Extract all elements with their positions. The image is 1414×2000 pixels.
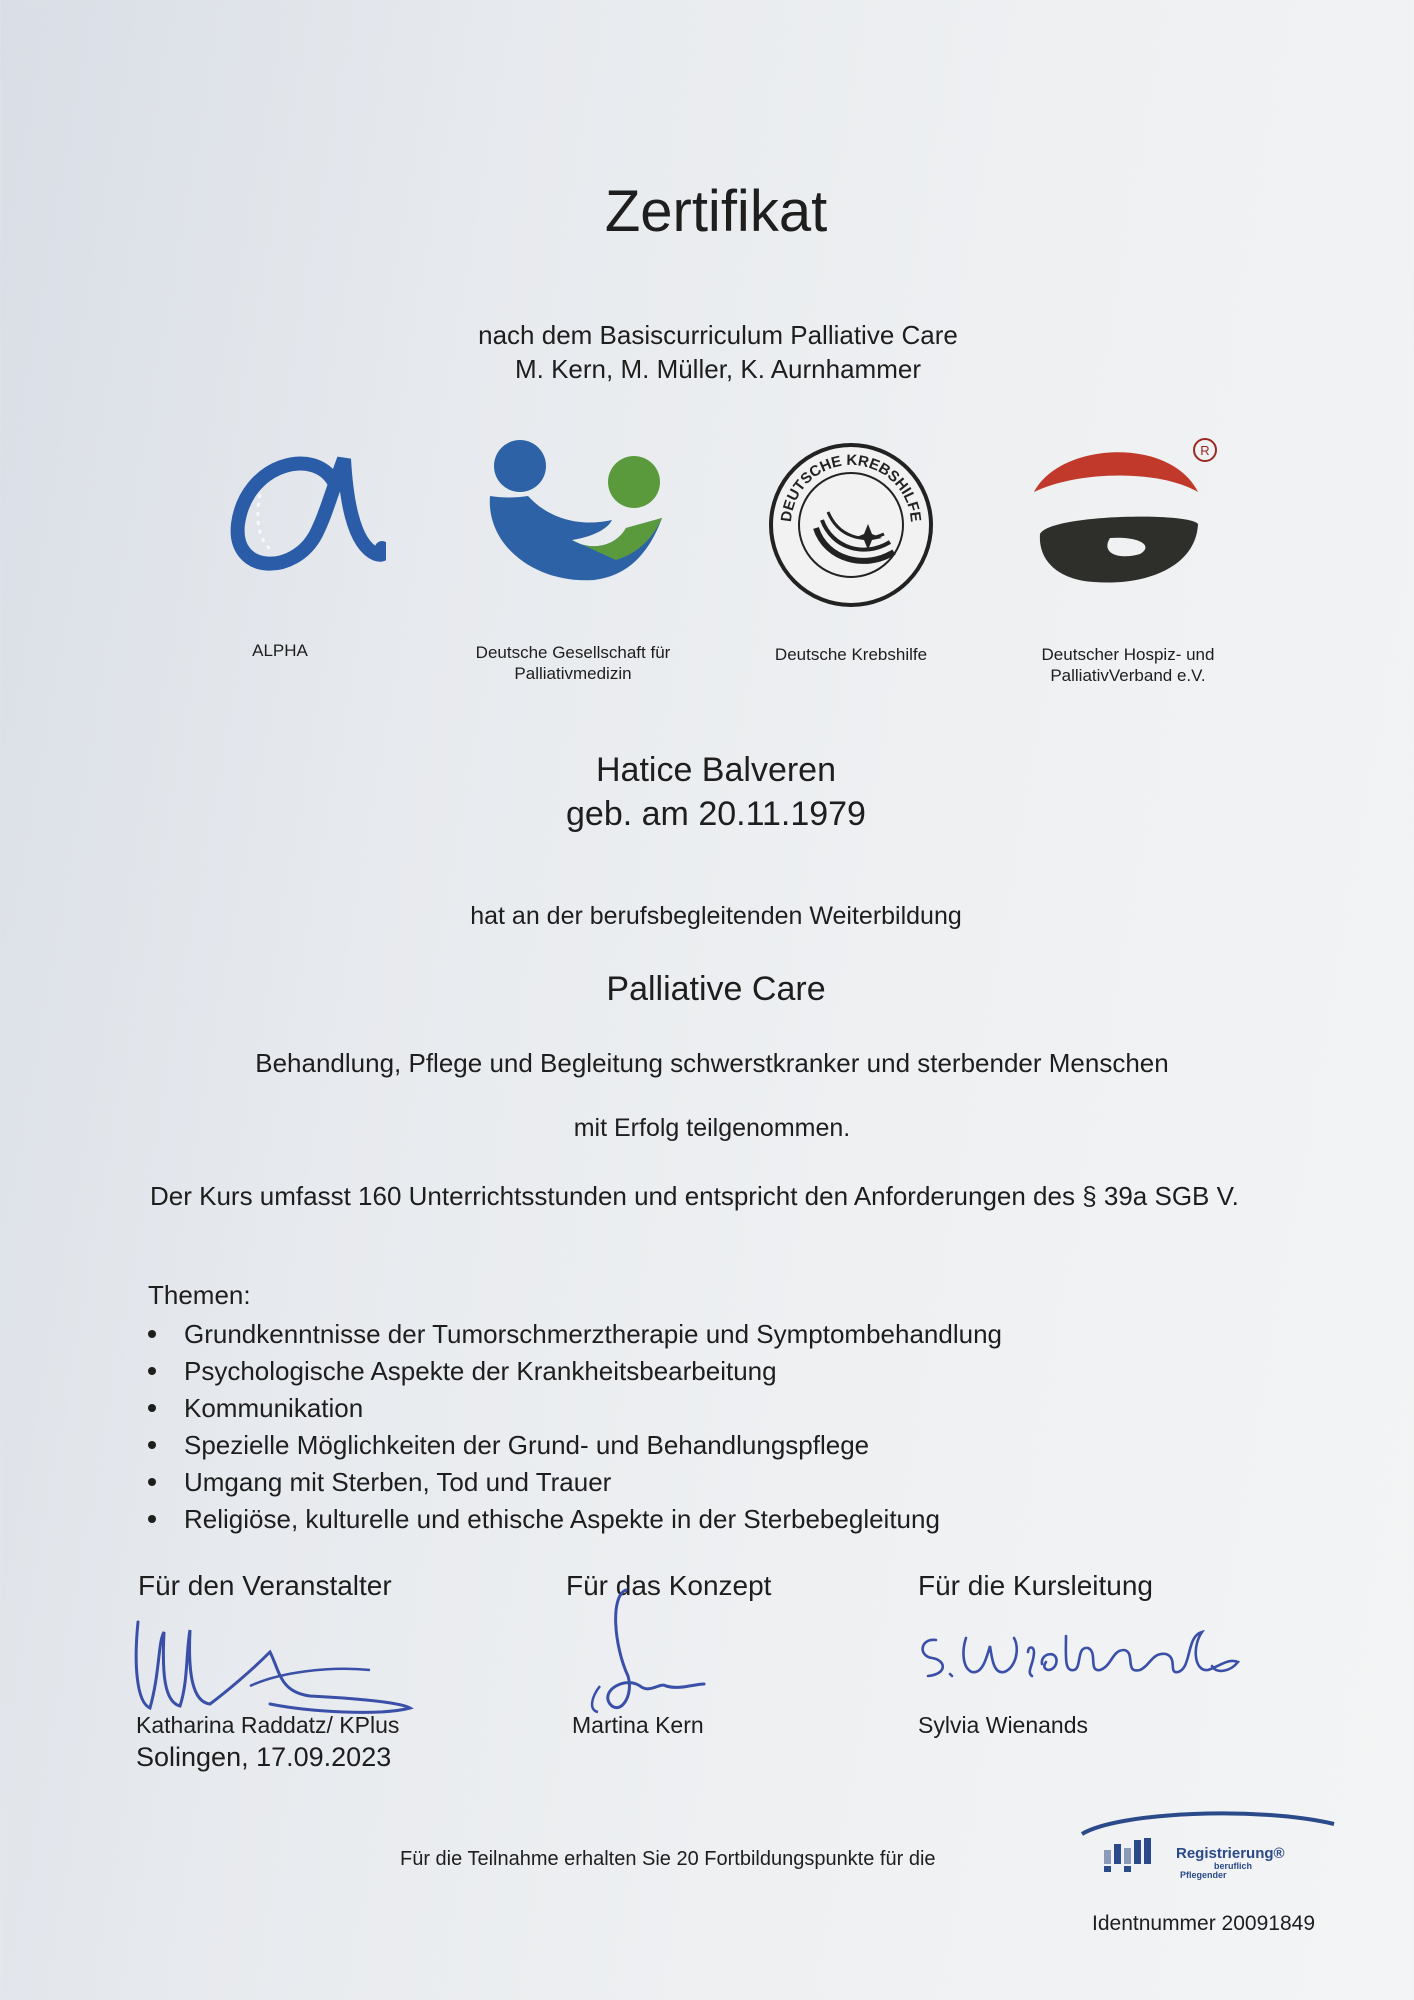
success-text: mit Erfolg teilgenommen.	[573, 1114, 851, 1142]
topics-list	[146, 1316, 1002, 1538]
signature-heading-course-lead: Für die Kursleitung	[918, 1570, 1154, 1601]
signature-name-course-lead: Sylvia Wienands	[918, 1712, 1089, 1738]
hospiz-logo	[1030, 436, 1220, 596]
topics-heading: Themen:	[148, 1280, 251, 1310]
recipient-name: Hatice Balveren	[595, 751, 836, 789]
signature-name-concept: Martina Kern	[572, 1712, 704, 1738]
topic-text: Spezielle Möglichkeiten der Grund- und Behandlungspflege	[184, 1430, 870, 1460]
subtitle-line-1: nach dem Basiscurriculum Palliative Care	[478, 320, 958, 350]
signature-heading-concept: Für das Konzept	[566, 1570, 772, 1601]
bullet-icon	[148, 1478, 156, 1486]
registration-logo-sub1: beruflich	[1214, 1861, 1253, 1871]
signature-heading-organizer: Für den Veranstalter	[138, 1570, 392, 1601]
hospiz-logo-label: Deutscher Hospiz- und PalliativVerband e.V.	[1041, 645, 1215, 685]
topic-item	[146, 1353, 1002, 1390]
signature-organizer	[130, 1612, 420, 1722]
course-title: Palliative Care	[606, 970, 826, 1008]
bullet-icon	[148, 1367, 156, 1375]
krebshilfe-logo	[766, 440, 936, 610]
place-date: Solingen, 17.09.2023	[136, 1742, 392, 1772]
dgp-logo	[476, 436, 676, 596]
krebshilfe-logo-label: Deutsche Krebshilfe	[774, 645, 928, 664]
topic-text: Umgang mit Sterben, Tod und Trauer	[184, 1467, 612, 1497]
topic-item	[146, 1390, 1002, 1427]
certificate-title: Zertifikat	[604, 179, 828, 244]
recipient-birth: geb. am 20.11.1979	[566, 795, 866, 833]
topic-item	[146, 1501, 1002, 1538]
signature-concept	[570, 1586, 720, 1726]
topic-item	[146, 1464, 1002, 1501]
points-note: Für die Teilnahme erhalten Sie 20 Fortbildungspunkte für die	[400, 1848, 936, 1870]
topic-text: Grundkenntnisse der Tumorschmerztherapie und Symptombehandlung	[184, 1319, 1003, 1349]
topic-text: Religiöse, kulturelle und ethische Aspekte in der Sterbebegleitung	[184, 1504, 940, 1534]
signature-course-lead	[916, 1616, 1246, 1686]
dgp-logo-label: Deutsche Gesellschaft für Palliativmedizin	[475, 643, 671, 683]
registration-logo-sub2: Pflegender	[1180, 1870, 1227, 1880]
bullet-icon	[148, 1330, 156, 1338]
alpha-logo	[216, 424, 386, 594]
certificate-subtitle	[0, 318, 1414, 386]
bullet-icon	[148, 1404, 156, 1412]
course-extent: Der Kurs umfasst 160 Unterrichtsstunden und entspricht den Anforderungen des § 39a SGB V.	[150, 1181, 1239, 1211]
topic-text: Psychologische Aspekte der Krankheitsbearbeitung	[184, 1356, 777, 1386]
registration-logo-title: Registrierung®	[1176, 1845, 1285, 1862]
svg-text:R: R	[1200, 443, 1210, 458]
intro-text: hat an der berufsbegleitenden Weiterbildung	[470, 902, 962, 930]
alpha-logo-label: ALPHA	[252, 641, 308, 660]
recipient-block	[0, 748, 1414, 836]
bullet-icon	[148, 1515, 156, 1523]
bullet-icon	[148, 1441, 156, 1449]
signature-name-organizer: Katharina Raddatz/ KPlus	[136, 1712, 400, 1738]
topic-item	[146, 1427, 1002, 1464]
course-subtitle: Behandlung, Pflege und Begleitung schwerstkranker und sterbender Menschen	[255, 1048, 1169, 1078]
topic-text: Kommunikation	[184, 1393, 364, 1423]
subtitle-line-2: M. Kern, M. Müller, K. Aurnhammer	[514, 354, 921, 384]
topic-item	[146, 1316, 1002, 1353]
registration-logo	[1078, 1808, 1338, 1888]
krebshilfe-emblem-text: DEUTSCHE KREBSHILFE	[777, 451, 925, 523]
ident-number: Identnummer 20091849	[1092, 1912, 1315, 1935]
